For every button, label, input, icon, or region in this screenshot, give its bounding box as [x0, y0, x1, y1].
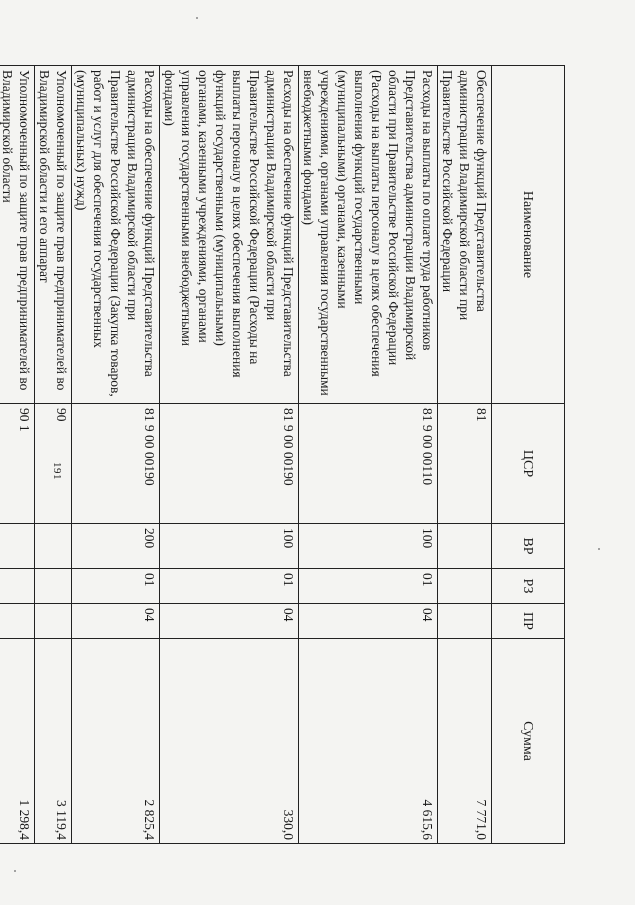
cell-pr: 04: [160, 604, 299, 639]
scan-speck: [196, 17, 198, 19]
header-pr: ПР: [492, 604, 565, 639]
cell-pr: [438, 604, 492, 639]
table-row: [72, 66, 160, 844]
cell-csr: 90 1: [0, 404, 35, 524]
cell-csr: 90: [35, 404, 72, 524]
page-number: 191: [51, 462, 63, 480]
table-row: [35, 66, 72, 844]
header-csr: ЦСР: [492, 404, 565, 524]
cell-pr: [0, 604, 35, 639]
cell-vr: 200: [72, 524, 160, 569]
cell-vr: [0, 524, 35, 569]
cell-name: Обеспечение функций Представительства администрации Владимирской области при Правительстве Российской Федерации: [438, 66, 492, 404]
cell-vr: [35, 524, 72, 569]
cell-rz: [438, 569, 492, 604]
cell-csr: 81 9 00 00110: [299, 404, 438, 524]
cell-sum: 3 119,4: [35, 639, 72, 844]
scan-speck: [14, 870, 16, 872]
table-row: [299, 66, 438, 844]
cell-vr: 100: [160, 524, 299, 569]
cell-pr: 04: [299, 604, 438, 639]
cell-rz: [0, 569, 35, 604]
header-rz: РЗ: [492, 569, 565, 604]
header-name: Наименование: [492, 66, 565, 404]
header-vr: ВР: [492, 524, 565, 569]
cell-sum: 2 825,4: [72, 639, 160, 844]
cell-name: Расходы на обеспечение функций Представительства администрации Владимирской области при Правительстве Российской Федерации (Закупка товаров, работ и услуг для обеспечения государственных (муниципальных) нужд): [72, 66, 160, 404]
cell-sum: 4 615,6: [299, 639, 438, 844]
cell-rz: 01: [72, 569, 160, 604]
table-row: [0, 66, 35, 844]
cell-csr: 81 9 00 00190: [72, 404, 160, 524]
cell-csr: 81 9 00 00190: [160, 404, 299, 524]
cell-pr: [35, 604, 72, 639]
cell-rz: [35, 569, 72, 604]
cell-name: Расходы на обеспечение функций Представительства администрации Владимирской области при Правительстве Российской Федерации (Расходы на выплаты персоналу в целях обеспечения выполнения функций государственными (муниципальными) органами, казенными учреждениями, органами управления государственными внебюджетными фондами): [160, 66, 299, 404]
budget-table: [0, 65, 565, 844]
cell-name: Расходы на выплаты по оплате труда работников Представительства администрации Владимирской области при Правительстве Российской Федерации (Расходы на выплаты персоналу в целях обеспечения выполнения функций государственными (муниципальными) органами, казенными учреждениями, органами управления государственными внебюджетными фондами): [299, 66, 438, 404]
cell-sum: 330,0: [160, 639, 299, 844]
table-row: [160, 66, 299, 844]
cell-rz: 01: [299, 569, 438, 604]
cell-name: Уполномоченный по защите прав предпринимателей во Владимирской области и его аппарат: [35, 66, 72, 404]
cell-name: Уполномоченный по защите прав предпринимателей во Владимирской области: [0, 66, 35, 404]
cell-sum: 1 298,4: [0, 639, 35, 844]
table-header-row: [492, 66, 565, 844]
table-row: [438, 66, 492, 844]
scan-speck: [598, 548, 600, 550]
cell-csr: 81: [438, 404, 492, 524]
cell-rz: 01: [160, 569, 299, 604]
cell-vr: 100: [299, 524, 438, 569]
cell-sum: 7 771,0: [438, 639, 492, 844]
cell-vr: [438, 524, 492, 569]
cell-pr: 04: [72, 604, 160, 639]
header-sum: Сумма: [492, 639, 565, 844]
